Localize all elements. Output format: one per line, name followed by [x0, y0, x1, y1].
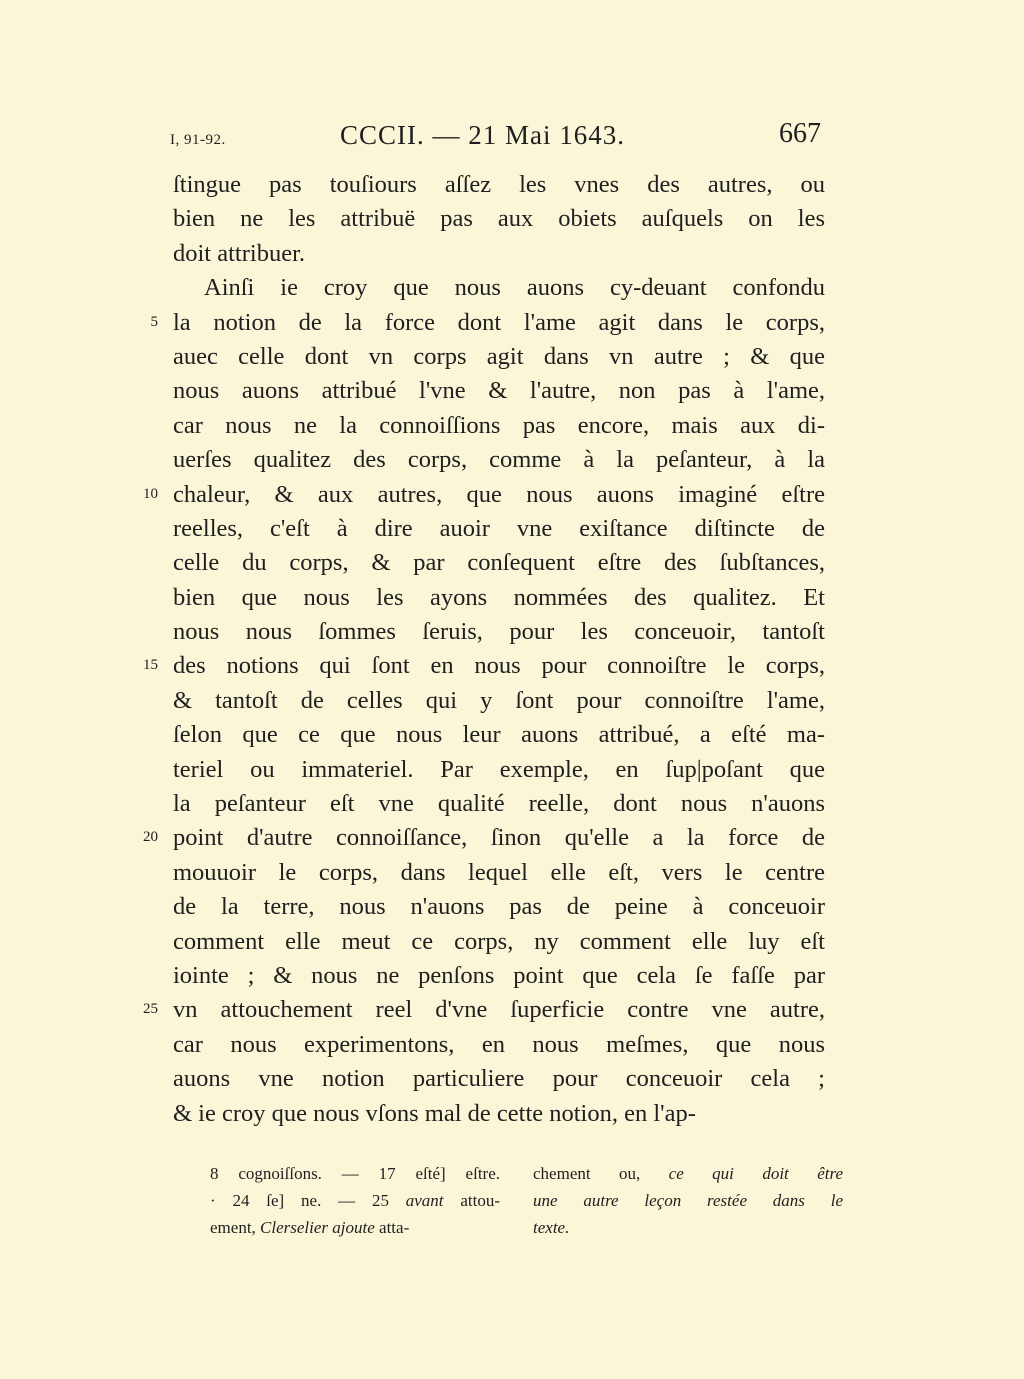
main-text	[0, 168, 1024, 1131]
text-line	[0, 993, 1024, 1027]
line-text: vn attouchement reel d'vne ſuperficie contre vne autre,	[173, 996, 825, 1024]
text-line	[0, 959, 1024, 993]
line-text: de la terre, nous n'auons pas de peine à conceuoir	[173, 893, 825, 921]
line-text: la peſanteur eſt vne qualité reelle, dont nous n'auons	[173, 790, 825, 818]
footnote-italic: ce qui doit être	[668, 1164, 843, 1183]
footnote-line	[210, 1214, 500, 1241]
text-line	[0, 202, 1024, 236]
line-number: 25	[143, 1001, 158, 1018]
footnote-line	[533, 1187, 843, 1214]
line-text: mouuoir le corps, dans lequel elle eſt, vers le centre	[173, 858, 825, 886]
text-line	[0, 306, 1024, 340]
line-text: comment elle meut ce corps, ny comment elle luy eſt	[173, 927, 825, 955]
line-number: 15	[143, 657, 158, 674]
footnotes-left-column	[210, 1160, 500, 1241]
footnote-line	[210, 1187, 500, 1214]
text-line	[0, 374, 1024, 408]
line-number: 5	[150, 313, 158, 330]
text-line	[0, 271, 1024, 305]
line-text: celle du corps, & par conſequent eſtre des ſubſtances,	[173, 549, 825, 577]
text-line	[0, 684, 1024, 718]
line-number: 20	[143, 829, 158, 846]
footnote-text: chement ou,	[533, 1164, 669, 1183]
text-line	[0, 340, 1024, 374]
letter-heading: CCCII. — 21 Mai 1643.	[340, 120, 626, 150]
line-text: auons vne notion particuliere pour conceuoir cela ;	[173, 1065, 825, 1093]
text-line	[0, 512, 1024, 546]
text-line	[0, 649, 1024, 683]
footnote-line	[533, 1214, 843, 1241]
line-text: nous nous ſommes ſeruis, pour les conceuoir, tantoſt	[173, 618, 825, 646]
footnote-italic: une autre leçon restée dans le	[533, 1191, 843, 1210]
line-text: bien que nous les ayons nommées des qualitez. Et	[173, 583, 825, 611]
text-line	[0, 856, 1024, 890]
text-line	[0, 443, 1024, 477]
text-line	[0, 409, 1024, 443]
footnotes-right-column	[533, 1160, 843, 1241]
line-number: 10	[143, 485, 158, 502]
line-text: point d'autre connoiſſance, ſinon qu'elle a la force de	[173, 824, 825, 852]
text-line	[0, 1062, 1024, 1096]
line-text: ſtingue pas touſiours aſſez les vnes des autres, ou	[173, 171, 825, 198]
line-text: chaleur, & aux autres, que nous auons imaginé eſtre	[173, 480, 825, 508]
footnote-line	[533, 1160, 843, 1187]
text-line	[0, 718, 1024, 752]
line-text: car nous experimentons, en nous meſmes, que nous	[173, 1030, 825, 1058]
text-line	[0, 237, 1024, 271]
footnote-text: ement,	[210, 1218, 261, 1237]
footnote-text: attou-	[443, 1191, 500, 1210]
text-line	[0, 168, 1024, 202]
line-text: & ie croy que nous vſons mal de cette notion, en l'ap-	[173, 1099, 696, 1127]
footnote-text: 8 cognoiſſons. — 17 eſté] eſtre.	[210, 1164, 500, 1183]
footnote-italic: texte.	[533, 1218, 570, 1237]
line-text: Ainſi ie croy que nous auons cy-deuant confondu	[204, 274, 825, 302]
line-text: nous auons attribué l'vne & l'autre, non pas à l'ame,	[173, 377, 825, 405]
footnote-line	[210, 1160, 500, 1187]
line-text: & tantoſt de celles qui y ſont pour connoiſtre l'ame,	[173, 686, 825, 714]
text-line	[0, 787, 1024, 821]
text-line	[0, 1097, 1024, 1131]
footnote-text: · 24 ſe] ne. — 25	[210, 1191, 406, 1210]
running-header	[0, 118, 1024, 158]
text-line	[0, 821, 1024, 855]
text-line	[0, 890, 1024, 924]
text-line	[0, 615, 1024, 649]
text-line	[0, 1028, 1024, 1062]
text-line	[0, 753, 1024, 787]
line-text: auec celle dont vn corps agit dans vn autre ; & que	[173, 342, 825, 370]
line-text: bien ne les attribuë pas aux obiets auſquels on les	[173, 205, 825, 233]
source-reference: I, 91-92.	[170, 132, 226, 148]
line-text: iointe ; & nous ne penſons point que cela ſe faſſe par	[173, 961, 825, 989]
page-number: 667	[779, 118, 821, 149]
line-text: teriel ou immateriel. Par exemple, en ſup|poſant que	[173, 755, 825, 783]
footnote-text: atta-	[374, 1218, 410, 1237]
line-text: des notions qui ſont en nous pour connoiſtre le corps,	[173, 652, 825, 680]
text-line	[0, 925, 1024, 959]
line-text: la notion de la force dont l'ame agit dans le corps,	[173, 308, 825, 336]
text-line	[0, 546, 1024, 580]
line-text: doit attribuer.	[173, 239, 305, 267]
footnote-italic: Clerselier ajoute	[260, 1218, 375, 1237]
footnote-italic: avant	[405, 1191, 444, 1210]
text-line	[0, 478, 1024, 512]
text-line	[0, 581, 1024, 615]
line-text: car nous ne la connoiſſions pas encore, mais aux di-	[173, 411, 825, 439]
line-text: uerſes qualitez des corps, comme à la peſanteur, à la	[173, 446, 825, 474]
line-text: reelles, c'eſt à dire auoir vne exiſtance diſtincte de	[173, 514, 825, 542]
line-text: ſelon que ce que nous leur auons attribué, a eſté ma-	[173, 721, 825, 749]
